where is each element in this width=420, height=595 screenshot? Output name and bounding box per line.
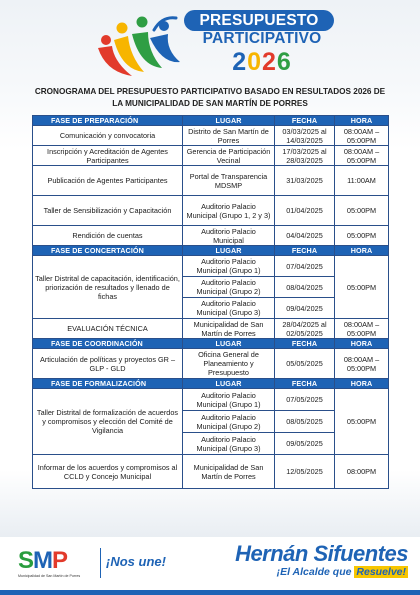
date-cell: 05/05/2025	[275, 349, 335, 379]
date-cell: 03/03/2025 al 14/03/2025	[275, 126, 335, 146]
smp-logo-subtitle: Municipalidad de San Martín de Porres	[18, 574, 81, 578]
place-cell: Auditorio Palacio Municipal (Grupo 1)	[183, 389, 275, 411]
place-cell: Municipalidad de San Martín de Porres	[183, 455, 275, 489]
time-cell: 05:00PM	[335, 196, 389, 226]
footer-divider	[100, 548, 101, 578]
date-cell: 09/04/2025	[275, 298, 335, 319]
table-row	[33, 319, 389, 339]
column-header-lugar: LUGAR	[183, 339, 275, 349]
mayor-name: Hernán Sifuentes	[235, 541, 408, 566]
place-cell: Municipalidad de San Martín de Porres	[183, 319, 275, 339]
tagline-highlight: Resuelve!	[356, 566, 406, 578]
people-figures-icon	[92, 10, 184, 84]
year-digit: 0	[247, 48, 262, 76]
year-digit: 2	[262, 48, 277, 76]
place-cell: Auditorio Palacio Municipal (Grupo 1)	[183, 256, 275, 277]
phase-title: FASE DE FORMALIZACIÓN	[33, 379, 183, 389]
tagline-text: ¡El Alcalde que	[276, 566, 352, 578]
logo-title: PRESUPUESTO	[184, 10, 334, 31]
logo-year	[182, 48, 342, 77]
date-cell: 07/04/2025	[275, 256, 335, 277]
phase-header-row	[33, 379, 389, 389]
smp-logo	[18, 547, 67, 575]
time-cell: 05:00PM	[335, 389, 389, 455]
activity-cell: Publicación de Agentes Participantes	[33, 166, 183, 196]
time-cell: 11:00AM	[335, 166, 389, 196]
column-header-hora: HORA	[335, 246, 389, 256]
date-cell: 12/05/2025	[275, 455, 335, 489]
table-row	[33, 146, 389, 166]
smp-letter: P	[52, 547, 68, 574]
mayor-tagline	[240, 566, 408, 578]
date-cell: 08/04/2025	[275, 277, 335, 298]
place-cell: Auditorio Palacio Municipal (Grupo 1, 2 y 3)	[183, 196, 275, 226]
table-row	[33, 166, 389, 196]
time-cell: 05:00PM	[335, 226, 389, 246]
activity-cell: Inscripción y Acreditación de Agentes Participantes	[33, 146, 183, 166]
place-cell: Auditorio Palacio Municipal (Grupo 2)	[183, 411, 275, 433]
table-row	[33, 389, 389, 411]
place-cell: Portal de Transparencia MDSMP	[183, 166, 275, 196]
column-header-fecha: FECHA	[275, 379, 335, 389]
column-header-fecha: FECHA	[275, 246, 335, 256]
presupuesto-participativo-logo	[92, 10, 332, 84]
date-cell: 07/05/2025	[275, 389, 335, 411]
place-cell: Oficina General de Planeamiento y Presupuesto	[183, 349, 275, 379]
time-cell: 08:00AM – 05:00PM	[335, 146, 389, 166]
activity-cell: Articulación de políticas y proyectos GR – GLP - GLD	[33, 349, 183, 379]
year-digit: 2	[232, 48, 248, 76]
place-cell: Auditorio Palacio Municipal (Grupo 3)	[183, 298, 275, 319]
phase-header-row	[33, 339, 389, 349]
schedule-table	[32, 115, 389, 489]
slogan: ¡Nos une!	[106, 554, 166, 569]
time-cell: 05:00PM	[335, 256, 389, 319]
time-cell: 08:00PM	[335, 455, 389, 489]
column-header-hora: HORA	[335, 379, 389, 389]
logo-subtitle: PARTICIPATIVO	[202, 30, 322, 47]
activity-cell: EVALUACIÓN TÉCNICA	[33, 319, 183, 339]
date-cell: 08/05/2025	[275, 411, 335, 433]
activity-cell: Taller Distrital de formalización de acuerdos y compromisos y elección del Comité de Vigilancia	[33, 389, 183, 455]
place-cell: Gerencia de Participación Vecinal	[183, 146, 275, 166]
smp-letter: S	[18, 547, 34, 574]
column-header-lugar: LUGAR	[183, 116, 275, 126]
table-row	[33, 196, 389, 226]
phase-header-row	[33, 116, 389, 126]
place-cell: Auditorio Palacio Municipal	[183, 226, 275, 246]
bottom-bar	[0, 590, 420, 595]
column-header-hora: HORA	[335, 116, 389, 126]
date-cell: 01/04/2025	[275, 196, 335, 226]
date-cell: 31/03/2025	[275, 166, 335, 196]
page-heading	[20, 86, 400, 109]
column-header-fecha: FECHA	[275, 339, 335, 349]
date-cell: 04/04/2025	[275, 226, 335, 246]
place-cell: Auditorio Palacio Municipal (Grupo 2)	[183, 277, 275, 298]
smp-letter: M	[33, 547, 53, 574]
table-row	[33, 126, 389, 146]
place-cell: Auditorio Palacio Municipal (Grupo 3)	[183, 433, 275, 455]
date-cell: 28/04/2025 al 02/05/2025	[275, 319, 335, 339]
phase-header-row	[33, 246, 389, 256]
phase-title: FASE DE CONCERTACIÓN	[33, 246, 183, 256]
column-header-lugar: LUGAR	[183, 379, 275, 389]
time-cell: 08:00AM – 05:00PM	[335, 349, 389, 379]
phase-title: FASE DE PREPARACIÓN	[33, 116, 183, 126]
column-header-hora: HORA	[335, 339, 389, 349]
date-cell: 09/05/2025	[275, 433, 335, 455]
phase-title: FASE DE COORDINACIÓN	[33, 339, 183, 349]
activity-cell: Informar de los acuerdos y compromisos al CCLD y Concejo Municipal	[33, 455, 183, 489]
activity-cell: Rendición de cuentas	[33, 226, 183, 246]
activity-cell: Comunicación y convocatoria	[33, 126, 183, 146]
table-row	[33, 455, 389, 489]
place-cell: Distrito de San Martín de Porres	[183, 126, 275, 146]
activity-cell: Taller de Sensibilización y Capacitación	[33, 196, 183, 226]
heading-line-1: CRONOGRAMA DEL PRESUPUESTO PARTICIPATIVO BASADO EN RESULTADOS 2026 DE	[34, 87, 386, 96]
table-row	[33, 349, 389, 379]
column-header-fecha: FECHA	[275, 116, 335, 126]
time-cell: 08:00AM – 05:00PM	[335, 319, 389, 339]
time-cell: 08:00AM – 05:00PM	[335, 126, 389, 146]
table-row	[33, 256, 389, 277]
date-cell: 17/03/2025 al 28/03/2025	[275, 146, 335, 166]
activity-cell: Taller Distrital de capacitación, identificación, priorización de resultados y llenado de fichas	[33, 256, 183, 319]
table-row	[33, 226, 389, 246]
column-header-lugar: LUGAR	[183, 246, 275, 256]
year-digit: 6	[276, 48, 292, 76]
heading-line-2: LA MUNICIPALIDAD DE SAN MARTÍN DE PORRES	[112, 98, 308, 108]
